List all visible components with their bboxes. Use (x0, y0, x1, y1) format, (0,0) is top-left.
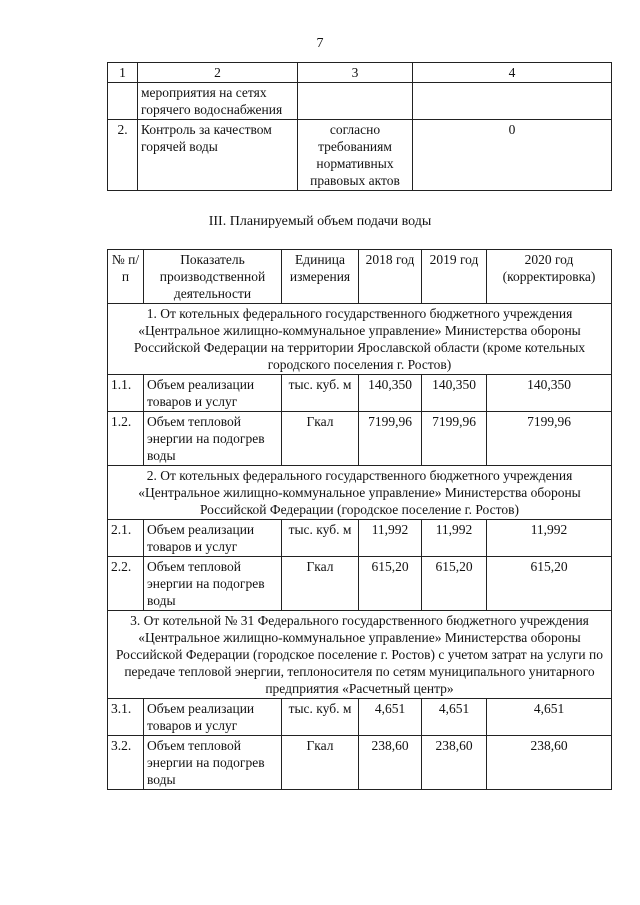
row-col4 (413, 83, 612, 120)
row-2018: 615,20 (359, 557, 422, 611)
row-2019: 238,60 (422, 736, 487, 790)
table-row (108, 412, 612, 466)
row-2020: 4,651 (487, 699, 612, 736)
row-2018: 7199,96 (359, 412, 422, 466)
group-title-row (108, 304, 612, 375)
table-row (108, 375, 612, 412)
header-cell: 1 (108, 63, 138, 83)
section-title: III. Планируемый объем подачи воды (208, 214, 432, 229)
row-number: 2. (108, 120, 138, 191)
water-supply-table (107, 249, 612, 790)
row-name: Объем тепловой энергии на подогрев воды (144, 557, 282, 611)
row-2018: 4,651 (359, 699, 422, 736)
continuation-table (107, 62, 612, 191)
table-row (108, 83, 612, 120)
row-name: Объем реализации товаров и услуг (144, 699, 282, 736)
row-col4: 0 (413, 120, 612, 191)
header-cell: 2 (138, 63, 298, 83)
row-2018: 140,350 (359, 375, 422, 412)
row-2019: 4,651 (422, 699, 487, 736)
table-row (108, 557, 612, 611)
row-2018: 11,992 (359, 520, 422, 557)
row-col3: согласно требованиям нормативных правовых актов (298, 120, 413, 191)
row-name: Объем тепловой энергии на подогрев воды (144, 412, 282, 466)
table-row (108, 120, 612, 191)
row-number: 3.2. (108, 736, 144, 790)
header-2020: 2020 год (корректировка) (487, 250, 612, 304)
row-name: Контроль за качеством горячей воды (138, 120, 298, 191)
row-unit: Гкал (282, 412, 359, 466)
row-unit: Гкал (282, 557, 359, 611)
row-name: Объем реализации товаров и услуг (144, 375, 282, 412)
row-2020: 140,350 (487, 375, 612, 412)
header-cell: 3 (298, 63, 413, 83)
row-number: 1.1. (108, 375, 144, 412)
table-row (108, 736, 612, 790)
group-title-row (108, 611, 612, 699)
group-title: 2. От котельных федерального государственного бюджетного учреждения «Центральное жилищно-коммунальное управление» Министерства обороны Российской Федерации (городское поселение г. Ростов) (108, 466, 612, 520)
row-2020: 11,992 (487, 520, 612, 557)
row-number: 2.2. (108, 557, 144, 611)
table-header-row (108, 250, 612, 304)
row-2019: 11,992 (422, 520, 487, 557)
header-unit: Единица измерения (282, 250, 359, 304)
row-name: мероприятия на сетях горячего водоснабжения (138, 83, 298, 120)
page-number: 7 (316, 36, 324, 51)
table-header-row (108, 63, 612, 83)
row-unit: тыс. куб. м (282, 520, 359, 557)
group-title: 3. От котельной № 31 Федерального государственного бюджетного учреждения «Центральное жилищно-коммунальное управление» Министерства обороны Российской Федерации (городское поселение г. Ростов) с учетом затрат на услуги по передаче тепловой энергии, теплоносителя по сетям муниципального унитарного предприятия «Расчетный центр» (108, 611, 612, 699)
row-2020: 615,20 (487, 557, 612, 611)
row-name: Объем реализации товаров и услуг (144, 520, 282, 557)
row-number: 3.1. (108, 699, 144, 736)
header-2019: 2019 год (422, 250, 487, 304)
row-2020: 238,60 (487, 736, 612, 790)
row-unit: тыс. куб. м (282, 699, 359, 736)
group-title-row (108, 466, 612, 520)
row-number (108, 83, 138, 120)
row-2019: 7199,96 (422, 412, 487, 466)
row-number: 2.1. (108, 520, 144, 557)
table-row (108, 520, 612, 557)
row-unit: тыс. куб. м (282, 375, 359, 412)
row-name: Объем тепловой энергии на подогрев воды (144, 736, 282, 790)
header-cell: 4 (413, 63, 612, 83)
row-2018: 238,60 (359, 736, 422, 790)
row-2020: 7199,96 (487, 412, 612, 466)
group-title: 1. От котельных федерального государственного бюджетного учреждения «Центральное жилищно-коммунальное управление» Министерства обороны Российской Федерации на территории Ярославской области (кроме котельных городского поселения г. Ростов) (108, 304, 612, 375)
row-2019: 140,350 (422, 375, 487, 412)
row-col3 (298, 83, 413, 120)
header-num: № п/п (108, 250, 144, 304)
table-row (108, 699, 612, 736)
row-number: 1.2. (108, 412, 144, 466)
header-2018: 2018 год (359, 250, 422, 304)
row-unit: Гкал (282, 736, 359, 790)
header-indicator: Показатель производственной деятельности (144, 250, 282, 304)
row-2019: 615,20 (422, 557, 487, 611)
